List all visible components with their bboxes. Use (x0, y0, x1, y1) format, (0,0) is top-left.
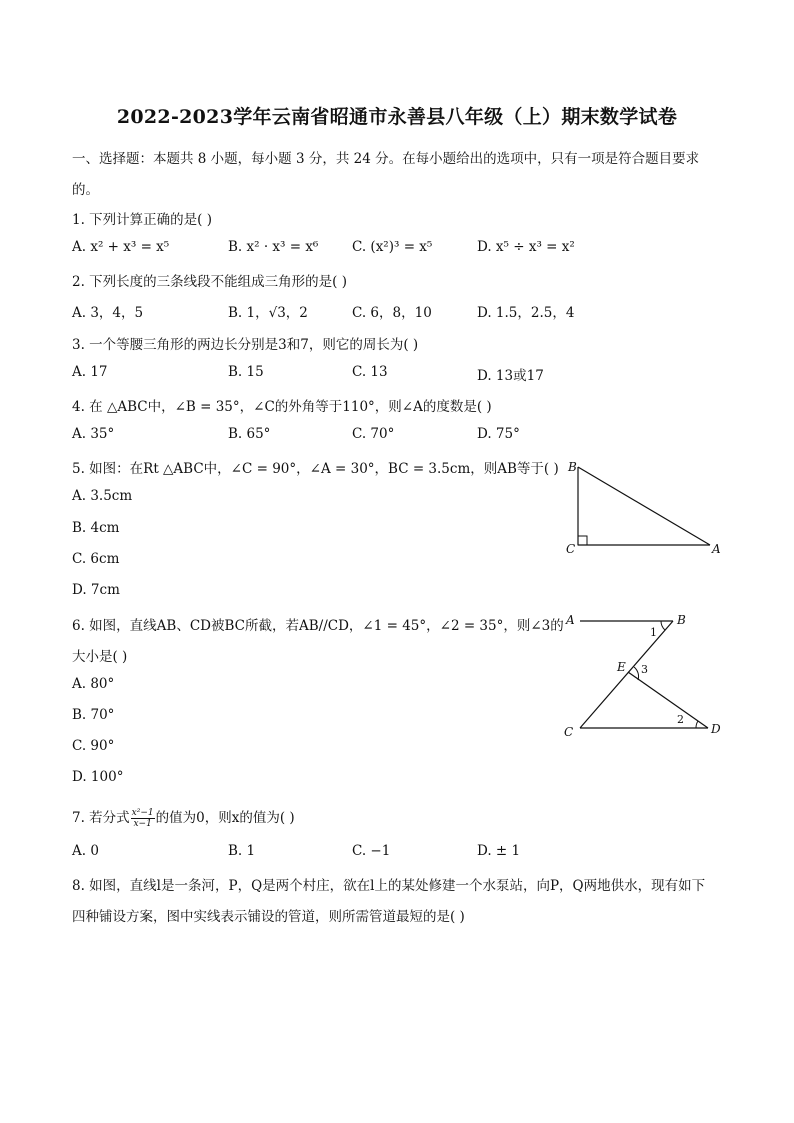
question-7-option-b: B. 1 (228, 843, 256, 859)
figure5-label-b: B (568, 460, 577, 474)
question-3-option-c: C. 13 (352, 364, 388, 380)
question-7-stem-before: 7. 若分式 (72, 810, 130, 826)
figure6-angle-2: 2 (677, 713, 684, 726)
question-7-fraction-denominator: x−1 (133, 819, 152, 829)
question-2-option-a: A. 3，4，5 (72, 305, 144, 321)
question-3-option-d: D. 13或17 (477, 368, 544, 384)
question-1-option-a: A. x² + x³ = x⁵ (72, 239, 170, 255)
question-5-option-b: B. 4cm (72, 520, 120, 536)
question-8-stem-line1: 8. 如图，直线l是一条河，P，Q是两个村庄，欲在l上的某处修建一个水泵站，向P，Q两地供水，现有如下 (72, 878, 706, 894)
question-4-option-c: C. 70° (352, 426, 395, 442)
question-3-stem: 3. 一个等腰三角形的两边长分别是3和7，则它的周长为( ) (72, 337, 419, 353)
question-5-figure (560, 455, 730, 555)
figure6-label-b: B (677, 613, 686, 627)
question-2-option-b: B. 1，√3，2 (228, 305, 308, 321)
figure6-label-c: C (564, 725, 574, 739)
question-7-stem (72, 806, 295, 829)
question-1-option-d: D. x⁵ ÷ x³ = x² (477, 239, 575, 255)
question-5-stem: 5. 如图：在Rt △ABC中，∠C = 90°，∠A = 30°，BC = 3.5cm，则AB等于( ) (72, 461, 559, 477)
question-6-stem-line1: 6. 如图，直线AB、CD被BC所截，若AB//CD，∠1 = 45°，∠2 = 35°，则∠3的 (72, 618, 564, 634)
section-instructions-line1: 一、选择题：本题共 8 小题，每小题 3 分，共 24 分。在每小题给出的选项中，只有一项是符合题目要求 (72, 151, 700, 167)
question-6-option-a: A. 80° (72, 676, 115, 692)
question-6-figure (560, 605, 735, 745)
question-5-option-d: D. 7cm (72, 582, 120, 598)
section-instructions-line2: 的。 (72, 182, 99, 198)
question-8-stem-line2: 四种铺设方案，图中实线表示铺设的管道，则所需管道最短的是( ) (72, 909, 465, 925)
question-5-option-a: A. 3.5cm (72, 488, 133, 504)
figure5-label-c: C (566, 542, 576, 555)
question-6-option-d: D. 100° (72, 769, 124, 785)
question-7-fraction-numerator: x²−1 (131, 808, 154, 818)
page-title: 2022-2023学年云南省昭通市永善县八年级（上）期末数学试卷 (116, 106, 678, 128)
figure6-label-a: A (566, 613, 575, 627)
question-7-option-a: A. 0 (72, 843, 99, 859)
question-6-stem-line2: 大小是( ) (72, 649, 128, 665)
question-7-stem-after: 的值为0，则x的值为( ) (155, 810, 295, 826)
question-3-option-b: B. 15 (228, 364, 264, 380)
question-2-stem: 2. 下列长度的三条线段不能组成三角形的是( ) (72, 274, 347, 290)
question-7-option-c: C. −1 (352, 843, 391, 859)
question-2-option-c: C. 6，8，10 (352, 305, 432, 321)
question-6-option-b: B. 70° (72, 707, 115, 723)
question-1-option-b: B. x² · x³ = x⁶ (228, 239, 319, 255)
question-4-option-a: A. 35° (72, 426, 115, 442)
question-4-option-b: B. 65° (228, 426, 271, 442)
figure6-angle-3: 3 (641, 663, 648, 676)
question-1-stem: 1. 下列计算正确的是( ) (72, 212, 212, 228)
figure6-label-d: D (711, 722, 721, 736)
question-5-option-c: C. 6cm (72, 551, 120, 567)
question-3-option-a: A. 17 (72, 364, 108, 380)
question-7-fraction (131, 808, 155, 829)
question-6-option-c: C. 90° (72, 738, 115, 754)
question-4-stem: 4. 在 △ABC中，∠B = 35°，∠C的外角等于110°，则∠A的度数是( ) (72, 399, 492, 415)
question-2-option-d: D. 1.5，2.5，4 (477, 305, 575, 321)
question-7-option-d: D. ± 1 (477, 843, 521, 859)
question-4-option-d: D. 75° (477, 426, 520, 442)
figure6-label-e: E (617, 660, 626, 674)
question-1-option-c: C. (x²)³ = x⁵ (352, 239, 433, 255)
figure6-angle-1: 1 (650, 626, 657, 639)
figure5-label-a: A (712, 542, 721, 555)
